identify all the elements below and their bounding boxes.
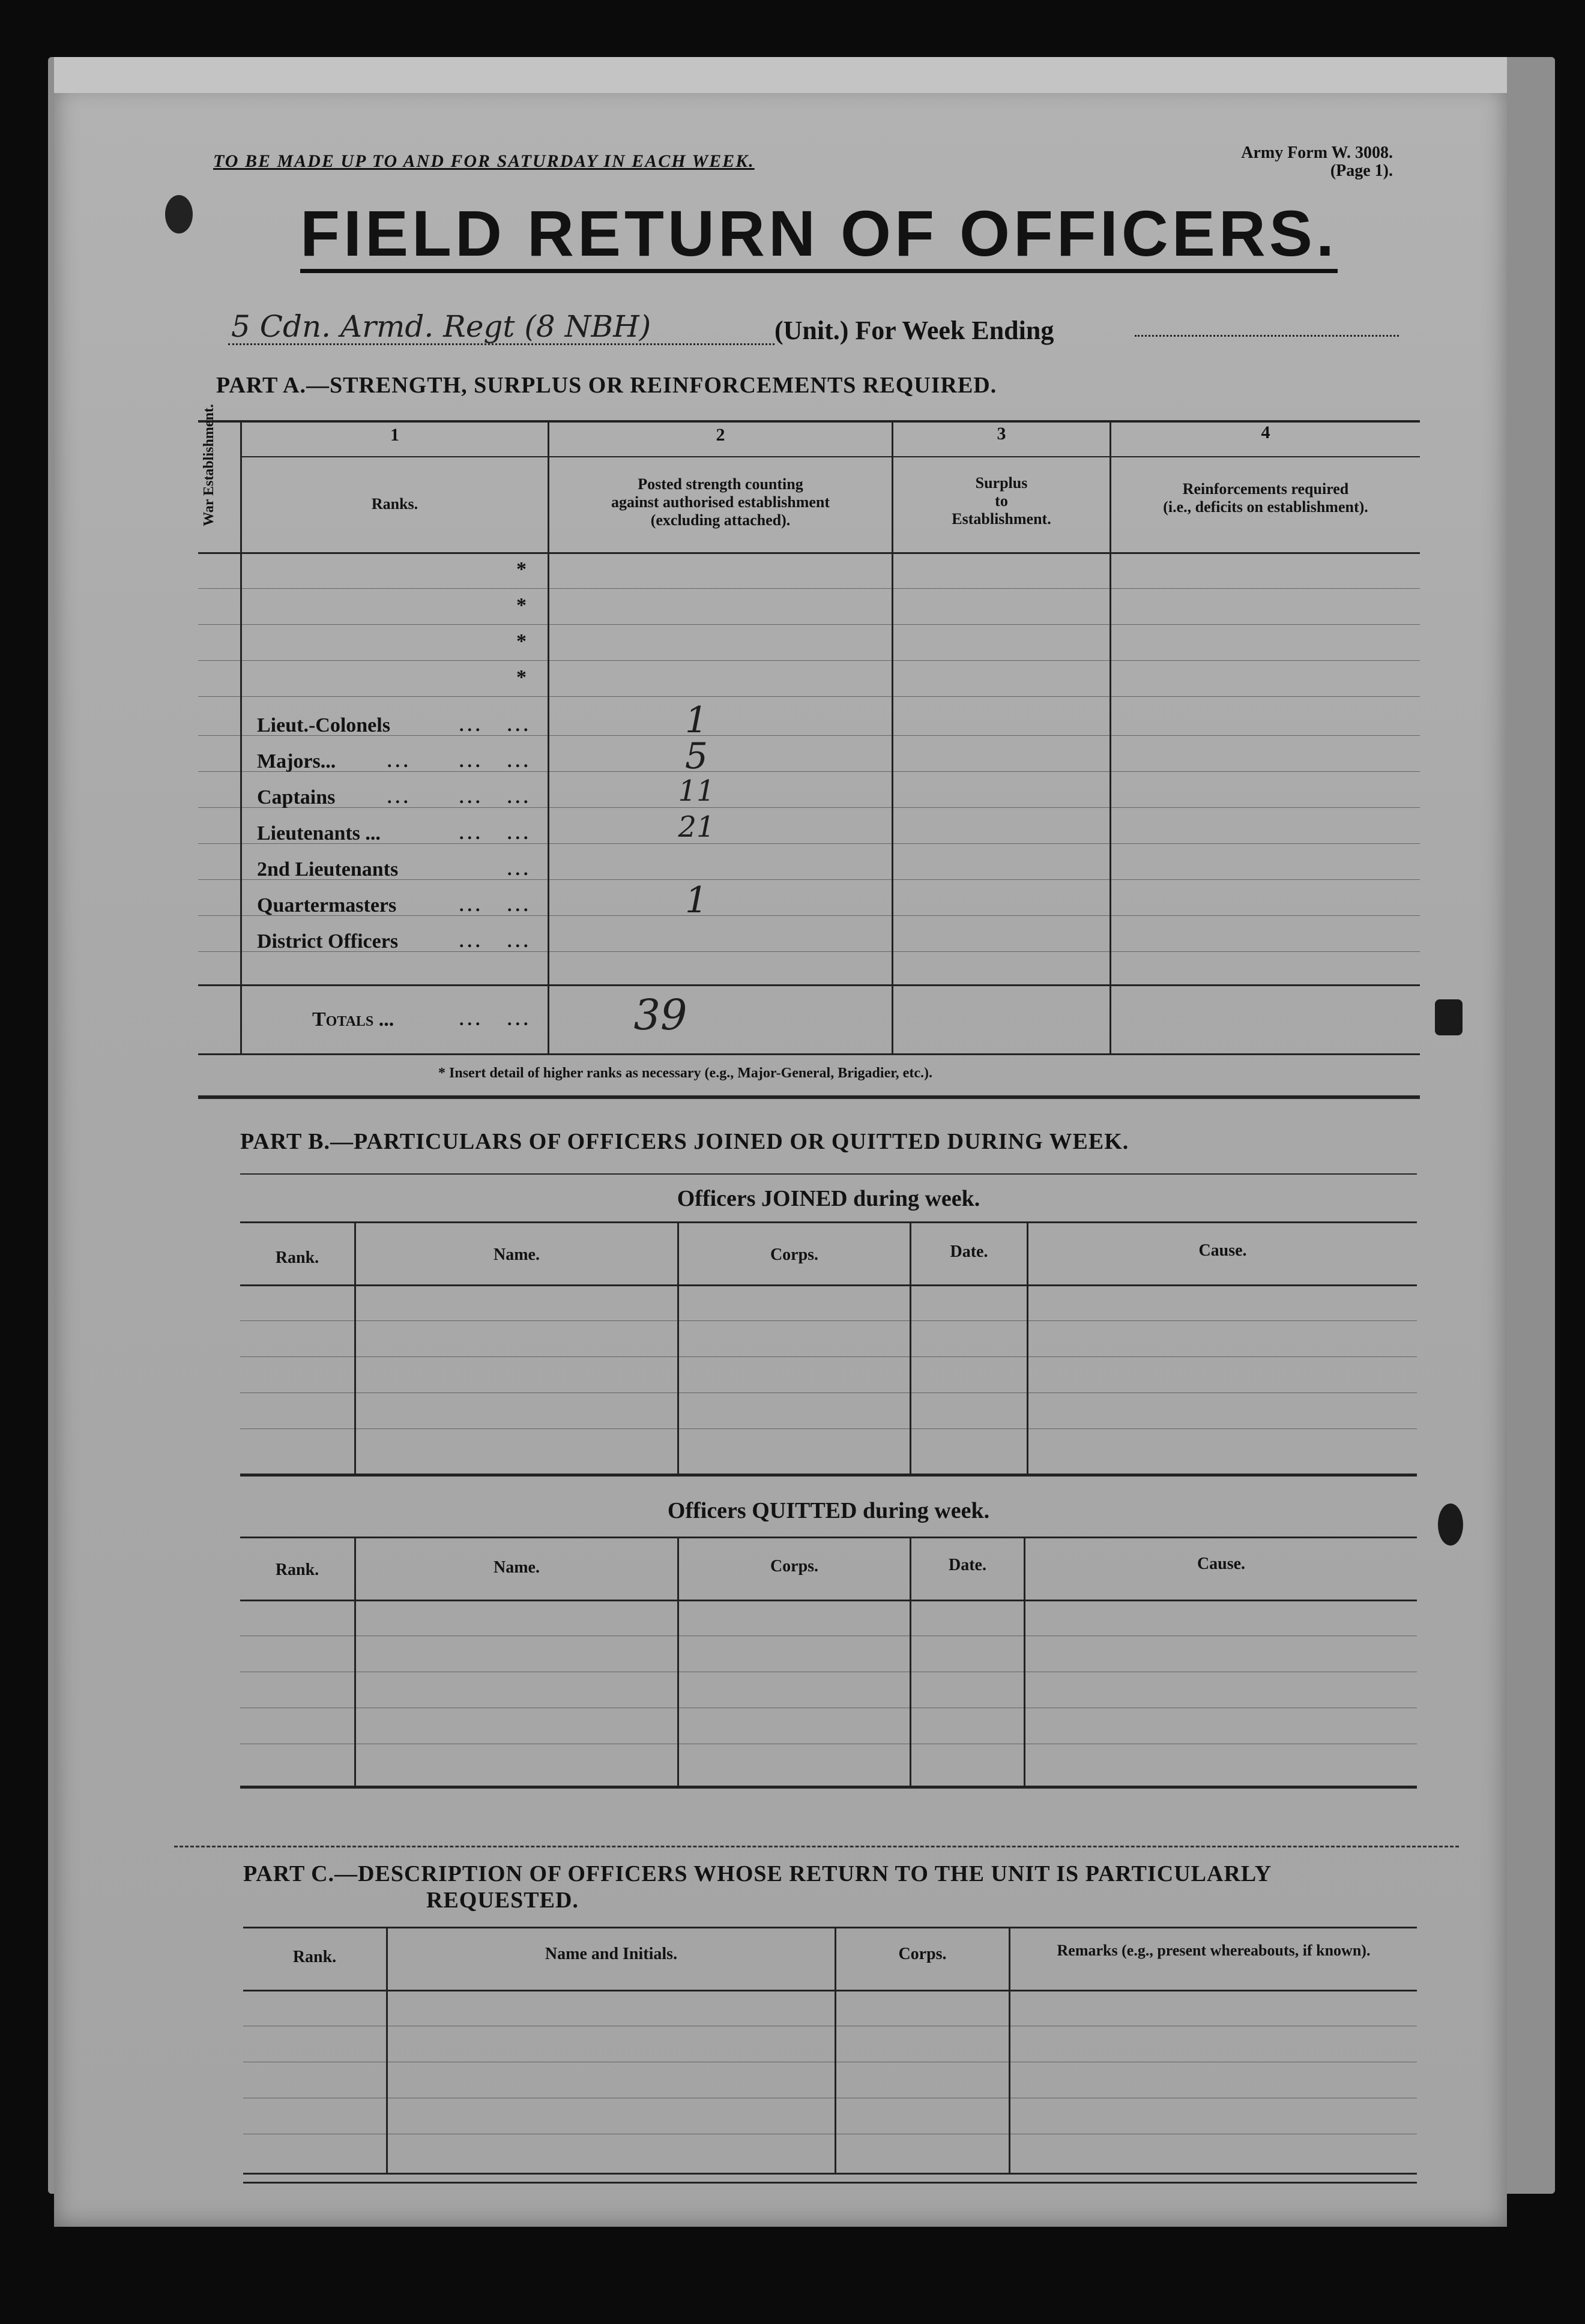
col-header-cause: Cause. — [1198, 1241, 1247, 1260]
rank-value: 1 — [684, 879, 708, 921]
col-header-remarks: Remarks (e.g., present whereabouts, if known). — [1057, 1942, 1371, 1959]
rank-label: District Officers — [257, 930, 399, 953]
joined-heading: Officers JOINED during week. — [677, 1186, 980, 1211]
col-header-cause: Cause. — [1197, 1555, 1246, 1573]
rank-label: 2nd Lieutenants — [257, 858, 399, 881]
leader-dots: ... — [459, 823, 484, 843]
quitted-heading: Officers QUITTED during week. — [667, 1498, 990, 1523]
totals-value: 39 — [633, 990, 687, 1040]
col-header-rank: Rank. — [275, 1248, 319, 1267]
leader-dots: ... — [459, 787, 484, 807]
top-fold-strip — [54, 57, 1507, 93]
clip-mark-icon — [1438, 1504, 1463, 1546]
totals-label: Totals ... — [312, 1008, 394, 1031]
week-ending-dotline — [1135, 335, 1399, 337]
posted-strength-header: Posted strength counting against authorised establishment (excluding attached). — [611, 475, 830, 529]
rank-label: Majors... — [257, 750, 336, 772]
leader-dots: ... — [387, 751, 412, 771]
col-number-2: 2 — [716, 425, 725, 445]
col-header-name-initials: Name and Initials. — [545, 1945, 678, 1963]
war-establishment-label: War Establishment. — [201, 404, 217, 526]
unit-label: (Unit.) For Week Ending — [774, 316, 1054, 345]
leader-dots: ... — [459, 751, 484, 771]
leader-dots: ... — [507, 932, 532, 951]
rank-label: Captains — [257, 786, 336, 808]
instruction-note: TO BE MADE UP TO AND FOR SATURDAY IN EACH WEEK. — [213, 151, 755, 171]
higher-rank-star: * — [516, 558, 527, 580]
col-number-1: 1 — [390, 425, 399, 445]
higher-rank-star: * — [516, 666, 527, 688]
higher-rank-star: * — [516, 594, 527, 616]
col-header-rank: Rank. — [292, 1948, 337, 1966]
section-divider — [174, 1846, 1459, 1847]
leader-dots: ... — [507, 715, 532, 735]
col-header-name: Name. — [494, 1558, 540, 1577]
unit-handwritten: 5 Cdn. Armd. Regt (8 NBH) — [231, 309, 651, 344]
col-number-3: 3 — [997, 424, 1006, 444]
footnote: * Insert detail of higher ranks as necessary (e.g., Major-General, Brigadier, etc.). — [438, 1065, 932, 1081]
part-a-heading: PART A.—STRENGTH, SURPLUS OR REINFORCEMENTS REQUIRED. — [216, 373, 997, 398]
col-number-4: 4 — [1261, 423, 1270, 442]
form-number: Army Form W. 3008. (Page 1). — [1241, 143, 1393, 180]
col-header-date: Date. — [949, 1556, 986, 1574]
rank-value: 5 — [684, 735, 708, 777]
higher-rank-star: * — [516, 630, 527, 652]
part-c-heading: PART C.—DESCRIPTION OF OFFICERS WHOSE RETURN TO THE UNIT IS PARTICULARLY REQUESTED. — [243, 1861, 1272, 1913]
rank-value: 1 — [684, 699, 708, 741]
surplus-header: Surplus to Establishment. — [952, 474, 1051, 528]
rank-label: Lieut.-Colonels — [257, 714, 390, 736]
rank-value: 11 — [678, 774, 715, 808]
ranks-header: Ranks. — [371, 495, 418, 513]
rank-label: Lieutenants ... — [257, 822, 381, 844]
leader-dots: ... — [459, 896, 484, 915]
page-title: FIELD RETURN OF OFFICERS. — [300, 198, 1338, 273]
leader-dots: ... — [507, 787, 532, 807]
col-header-corps: Corps. — [770, 1245, 819, 1264]
leader-dots: ... — [459, 1010, 484, 1029]
col-header-corps: Corps. — [770, 1557, 819, 1576]
reinforcements-header: Reinforcements required (i.e., deficits on establishment). — [1163, 480, 1368, 516]
leader-dots: ... — [507, 751, 532, 771]
col-header-corps: Corps. — [898, 1945, 947, 1963]
leader-dots: ... — [387, 787, 412, 807]
clip-mark-icon — [1435, 999, 1463, 1035]
col-header-date: Date. — [950, 1242, 988, 1261]
col-header-rank: Rank. — [275, 1561, 319, 1579]
leader-dots: ... — [507, 1010, 532, 1029]
leader-dots: ... — [459, 932, 484, 951]
part-b-heading: PART B.—PARTICULARS OF OFFICERS JOINED OR QUITTED DURING WEEK. — [240, 1129, 1129, 1154]
punch-hole-icon — [165, 195, 193, 233]
unit-dotline — [228, 343, 774, 345]
leader-dots: ... — [507, 823, 532, 843]
leader-dots: ... — [459, 715, 484, 735]
rank-value: 21 — [678, 810, 715, 844]
leader-dots: ... — [507, 859, 532, 879]
col-header-name: Name. — [494, 1245, 540, 1264]
rank-label: Quartermasters — [257, 894, 397, 917]
leader-dots: ... — [507, 896, 532, 915]
